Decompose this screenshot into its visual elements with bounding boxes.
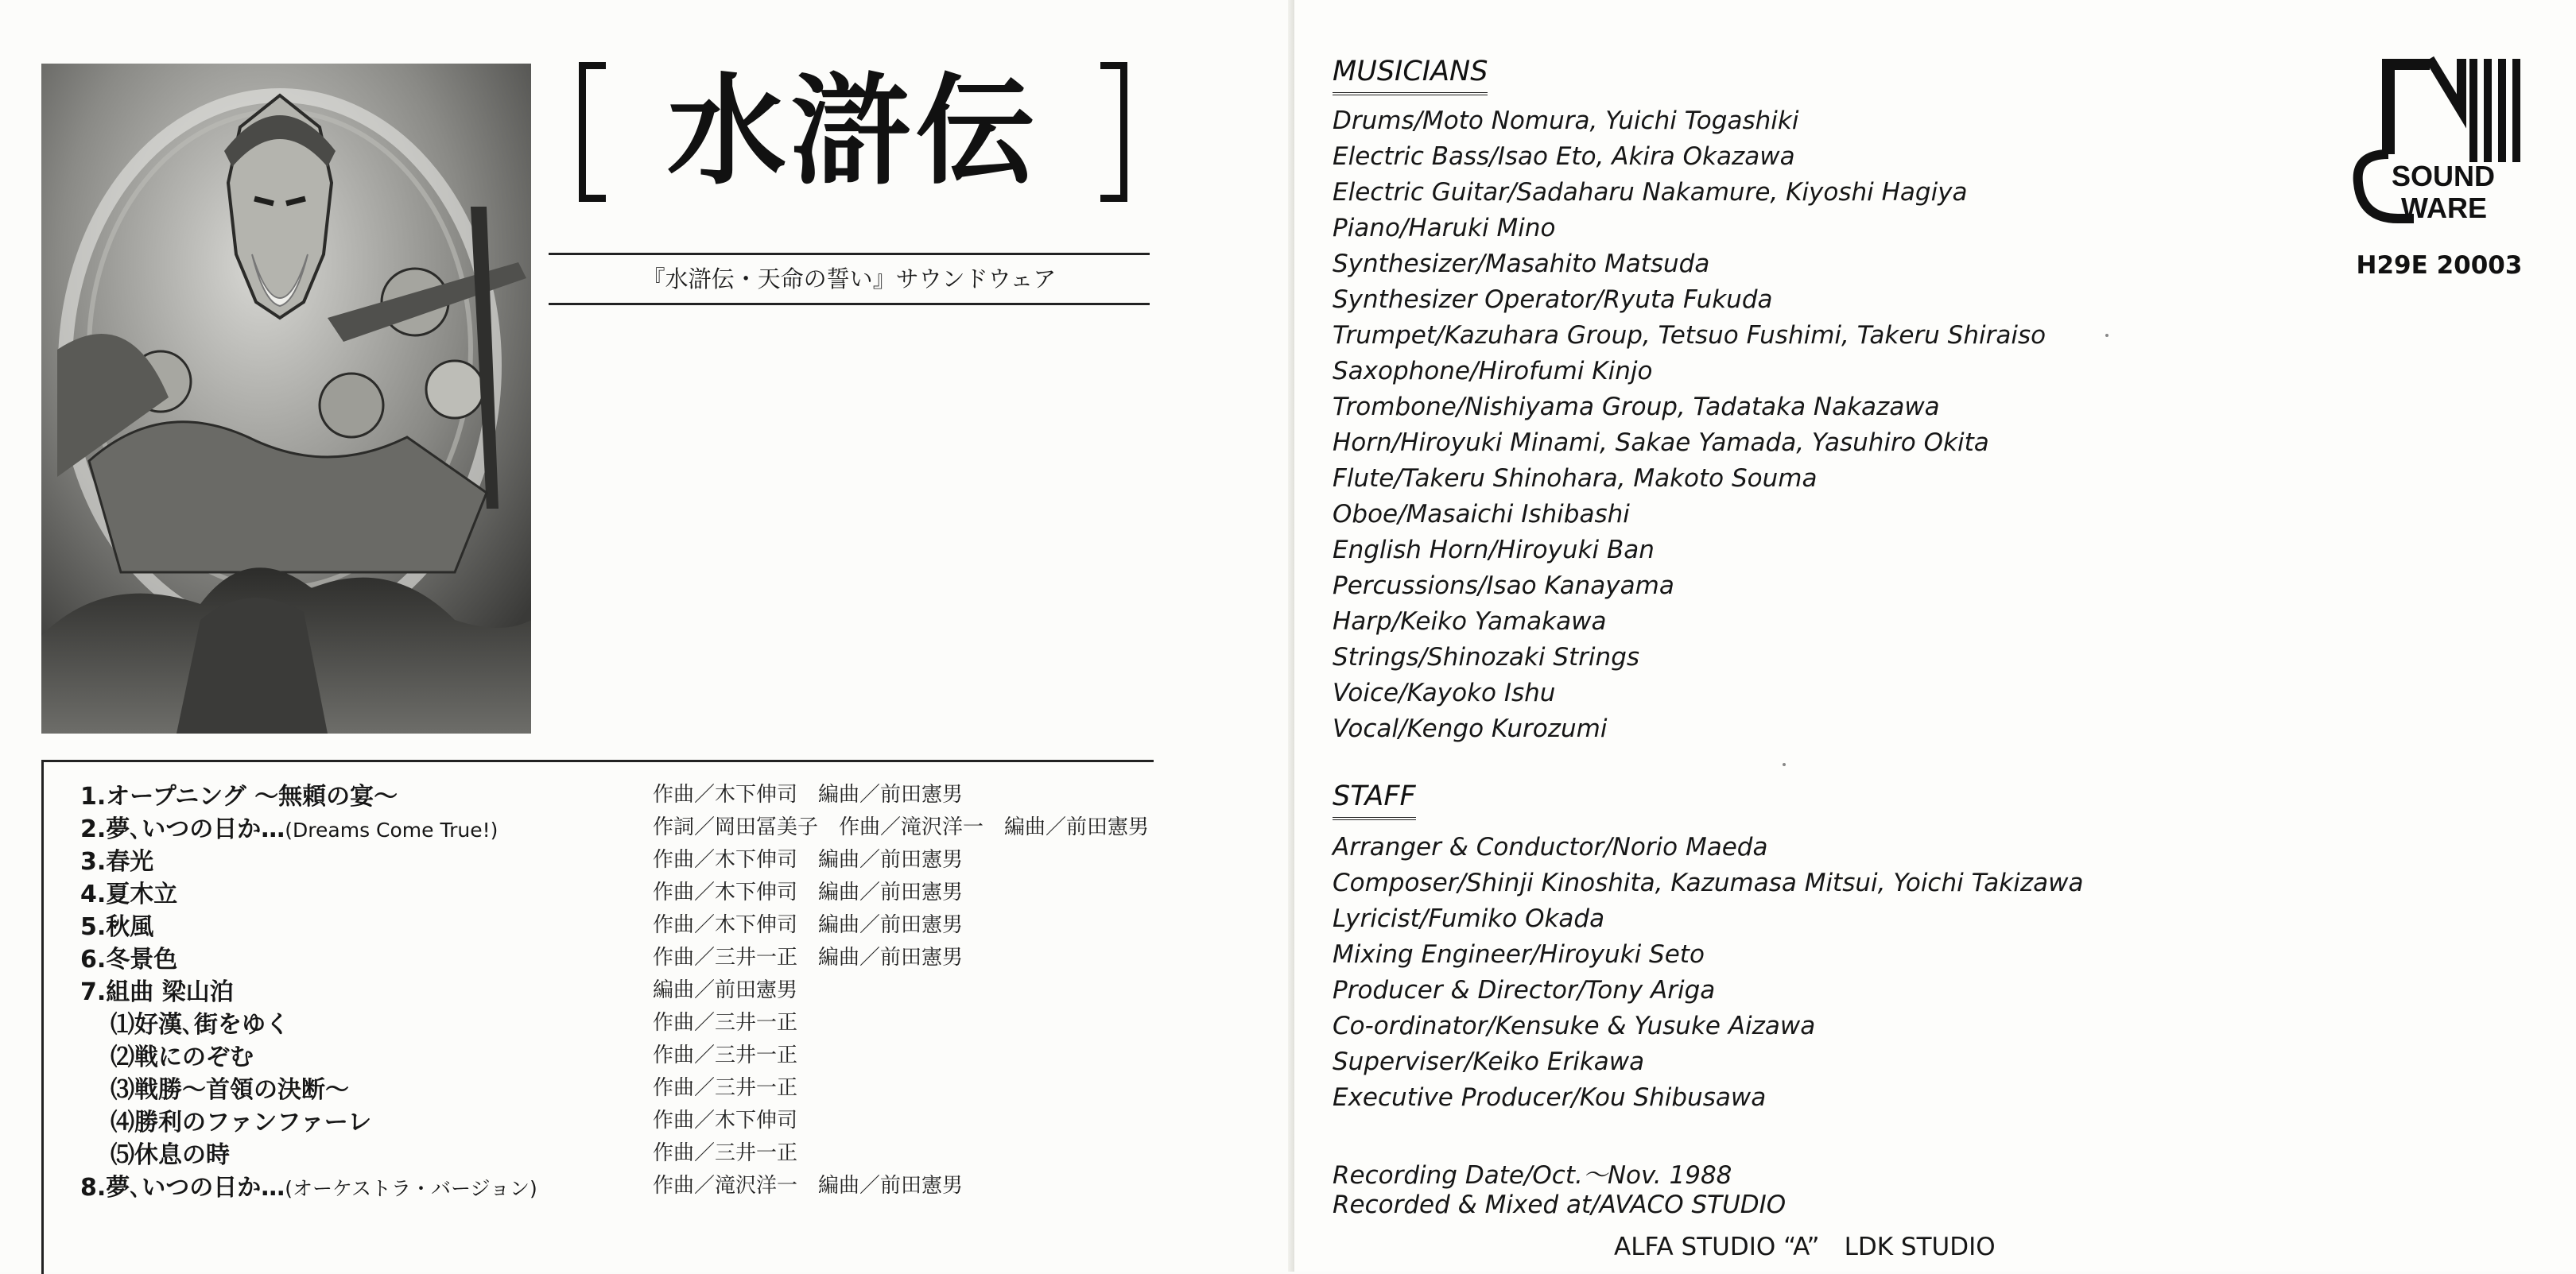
track-item [80, 874, 1146, 908]
track-item [80, 939, 1146, 973]
album-title: 水滸伝 [666, 61, 1039, 201]
track-credits: 作曲／木下伸司 編曲／前田憲男 [653, 881, 964, 904]
track-title: 7.組曲 梁山泊 [80, 978, 234, 1006]
track-title: 3.春光 [80, 848, 154, 876]
track-title: 8.夢､いつの日か…(オーケストラ・バージョン) [80, 1174, 537, 1202]
musician-credit: Synthesizer Operator/Ryuta Fukuda [1333, 285, 1773, 314]
musician-credit: Trombone/Nishiyama Group, Tadataka Nakazawa [1333, 393, 1940, 421]
track-title: 6.冬景色 [80, 946, 178, 974]
logo-text-ware: WARE [2401, 192, 2487, 224]
logo-text-sound: SOUND [2392, 160, 2496, 192]
catalog-number: H29E 20003 [2356, 251, 2523, 280]
album-subtitle: 『水滸伝・天命の誓い』サウンドウェア [642, 265, 1057, 292]
sound-ware-logo [2350, 56, 2525, 230]
musician-credit: Oboe/Masaichi Ishibashi [1333, 500, 1630, 529]
track-credits: 作曲／木下伸司 編曲／前田憲男 [653, 913, 964, 937]
subtitle-rule-box [549, 253, 1150, 305]
track-title: ⑸休息の時 [111, 1141, 230, 1169]
recording-studios-extra: ALFA STUDIO “A” LDK STUDIO [1614, 1233, 1996, 1261]
musicians-heading: MUSICIANS [1333, 56, 1488, 95]
track-credits: 作曲／木下伸司 編曲／前田憲男 [653, 783, 964, 807]
musician-credit: Strings/Shinozaki Strings [1333, 643, 1640, 672]
staff-credit: Lyricist/Fumiko Okada [1333, 904, 1605, 933]
musician-credit: Flute/Takeru Shinohara, Makoto Souma [1333, 464, 1818, 493]
track-item [80, 1070, 1146, 1103]
musician-credit: Synthesizer/Masahito Matsuda [1333, 250, 1710, 278]
track-item [80, 907, 1146, 940]
musician-credit: Percussions/Isao Kanayama [1333, 571, 1674, 600]
track-item [80, 776, 1146, 810]
track-item [80, 1168, 1146, 1201]
track-credits: 作曲／滝沢洋一 編曲／前田憲男 [653, 1174, 964, 1198]
track-item [80, 809, 1150, 843]
track-title: ⑵戦にのぞむ [111, 1044, 254, 1071]
track-title: 4.夏木立 [80, 881, 178, 908]
sound-ware-logo-mark [2350, 56, 2525, 230]
speck [1783, 763, 1786, 766]
musician-credit: Electric Bass/Isao Eto, Akira Okazawa [1333, 142, 1795, 171]
track-item [80, 1005, 1146, 1038]
album-title-block [579, 56, 1127, 207]
musician-credit: Electric Guitar/Sadaharu Nakamure, Kiyoshi Hagiya [1333, 178, 1968, 207]
track-credits: 作曲／三井一正 [653, 1076, 798, 1100]
musician-credit: Horn/Hiroyuki Minami, Sakae Yamada, Yasuhiro Okita [1333, 428, 1989, 457]
track-item [80, 1135, 1146, 1168]
musician-credit: Harp/Keiko Yamakawa [1333, 607, 1607, 636]
musician-credit: Drums/Moto Nomura, Yuichi Togashiki [1333, 106, 1799, 135]
recording-studio: Recorded & Mixed at/AVACO STUDIO [1333, 1191, 1787, 1219]
track-credits: 編曲／前田憲男 [653, 978, 798, 1002]
track-title: ⑶戦勝～首領の決断～ [111, 1076, 349, 1104]
staff-credit: Co-ordinator/Kensuke & Yusuke Aizawa [1333, 1012, 1816, 1040]
musician-credit: Trumpet/Kazuhara Group, Tetsuo Fushimi, Takeru Shiraiso [1333, 321, 2046, 350]
track-title: 2.夢､いつの日か…(Dreams Come True!) [80, 815, 499, 843]
track-credits: 作曲／木下伸司 [653, 1109, 798, 1133]
staff-credit: Executive Producer/Kou Shibusawa [1333, 1083, 1767, 1112]
musician-credit: Vocal/Kengo Kurozumi [1333, 714, 1608, 743]
title-bracket-right [1100, 62, 1127, 202]
musician-credit: Voice/Kayoko Ishu [1333, 679, 1556, 707]
track-credits: 作曲／三井一正 [653, 1044, 798, 1067]
track-title: 1.オープニング ～無頼の宴～ [80, 783, 398, 811]
speck [2105, 334, 2109, 337]
musician-credit: English Horn/Hiroyuki Ban [1333, 536, 1655, 564]
staff-credit: Mixing Engineer/Hiroyuki Seto [1333, 940, 1705, 969]
track-title: ⑴好漢､街をゆく [111, 1011, 289, 1039]
warriors-illustration [41, 64, 531, 734]
track-title: 5.秋風 [80, 913, 154, 941]
track-item [80, 972, 1146, 1005]
track-credits: 作詞／岡田冨美子 作曲／滝沢洋一 編曲／前田憲男 [653, 815, 1150, 839]
track-credits: 作曲／三井一正 [653, 1011, 798, 1035]
staff-credit: Superviser/Keiko Erikawa [1333, 1047, 1645, 1076]
staff-credit: Arranger & Conductor/Norio Maeda [1333, 833, 1768, 862]
track-credits: 作曲／木下伸司 編曲／前田憲男 [653, 848, 964, 872]
musician-credit: Saxophone/Hirofumi Kinjo [1333, 357, 1653, 385]
staff-credit: Producer & Director/Tony Ariga [1333, 976, 1716, 1005]
track-credits: 作曲／三井一正 [653, 1141, 798, 1165]
track-title-note: (オーケストラ・バージョン) [285, 1177, 537, 1200]
tracklist [41, 760, 1154, 1274]
staff-heading: STAFF [1333, 780, 1416, 820]
booklet-right-page [1294, 0, 2576, 1272]
track-title: ⑷勝利のファンファーレ [111, 1109, 372, 1137]
track-title-note: (Dreams Come True!) [285, 819, 499, 842]
staff-credit: Composer/Shinji Kinoshita, Kazumasa Mitsui, Yoichi Takizawa [1333, 869, 2084, 897]
track-item [80, 1037, 1146, 1071]
recording-date: Recording Date/Oct.～Nov. 1988 [1333, 1161, 1732, 1190]
musician-credit: Piano/Haruki Mino [1333, 214, 1556, 242]
track-credits: 作曲／三井一正 編曲／前田憲男 [653, 946, 964, 970]
track-item [80, 1102, 1146, 1136]
track-item [80, 842, 1146, 875]
cover-artwork [41, 64, 531, 734]
